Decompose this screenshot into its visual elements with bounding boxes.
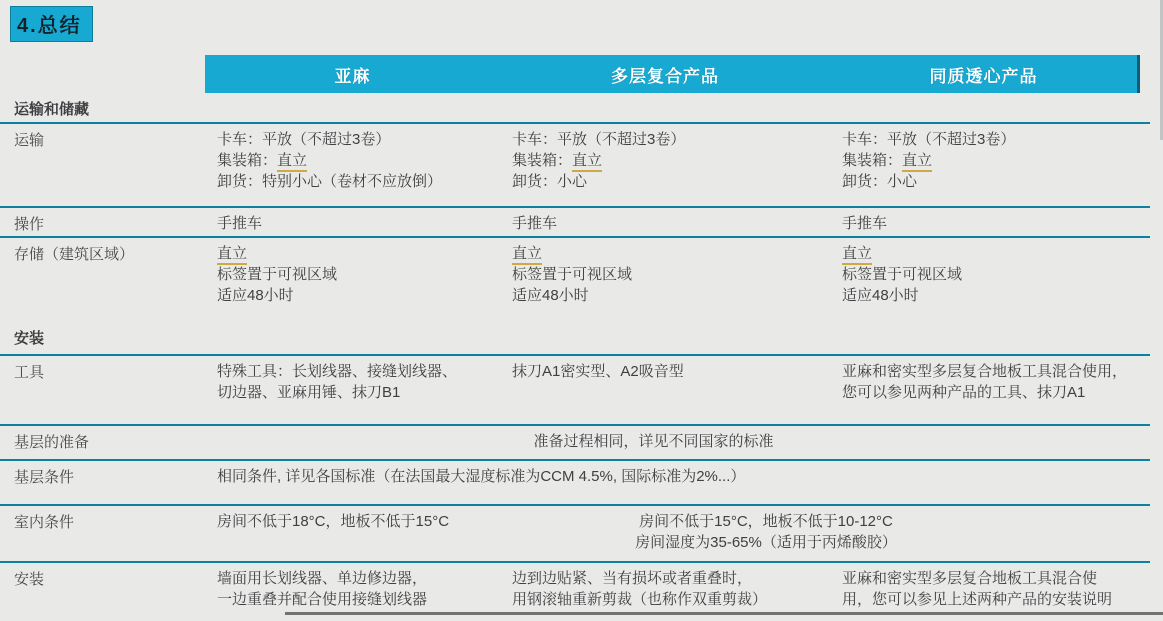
row-label: 运输 <box>14 132 45 149</box>
cell-line: 适应48小时 <box>217 287 294 304</box>
table-row <box>0 504 1150 561</box>
cell-col1 <box>205 238 500 308</box>
table-row <box>0 354 1150 424</box>
cell-line: 准备过程相同，详见不同国家的标准 <box>533 433 774 450</box>
cell-col3 <box>830 208 1150 236</box>
cell-line: 卸货：小心 <box>842 173 918 190</box>
cell-line: 一边重叠并配合使用接缝划线器 <box>217 591 428 608</box>
cell-line: 集装箱：直立 <box>512 150 824 171</box>
cell-col1 <box>205 208 500 236</box>
cell-line: 适应48小时 <box>842 287 919 304</box>
cell-col2 <box>500 238 830 308</box>
cell-line: 卡车：平放（不超过3卷） <box>217 131 391 148</box>
row-label: 操作 <box>14 216 45 233</box>
table-row <box>0 206 1150 236</box>
row-label: 存储（建筑区域） <box>14 246 135 263</box>
summary-table <box>0 55 1163 614</box>
cell-col3 <box>830 238 1150 308</box>
cell-line: 卡车：平放（不超过3卷） <box>842 131 1016 148</box>
cell-col2 <box>500 124 830 206</box>
underlined-term: 直立 <box>217 245 247 265</box>
column-header-2: 多层复合产品 <box>611 66 719 86</box>
cell-line: 手推车 <box>512 215 558 232</box>
cell-col2 <box>500 208 830 236</box>
row-label: 工具 <box>14 364 45 381</box>
column-header-3: 同质透心产品 <box>929 66 1038 86</box>
column-header-1: 亚麻 <box>334 66 371 86</box>
page-title: 4.总结 <box>10 6 93 42</box>
cell-line: 标签置于可视区域 <box>512 266 633 283</box>
underlined-term: 直立 <box>277 152 307 172</box>
cell-col3 <box>830 356 1150 424</box>
cell-col3 <box>830 563 1150 614</box>
cell-line <box>512 243 824 264</box>
cell-line: 手推车 <box>842 215 888 232</box>
cell-line: 房间湿度为35-65%（适用于丙烯酸胶） <box>635 534 897 551</box>
underlined-term: 直立 <box>572 152 602 172</box>
cell-line: 房间不低于18°C，地板不低于15°C <box>217 513 450 530</box>
cell-line <box>217 243 494 264</box>
cell-line: 特殊工具：长划线器、接缝划线器、 <box>217 363 458 380</box>
cell-line <box>842 243 1144 264</box>
row-label: 基层的准备 <box>14 434 90 451</box>
cell-line: 标签置于可视区域 <box>842 266 963 283</box>
cell-line: 亚麻和密实型多层复合地板工具混合使 <box>842 570 1098 587</box>
cell-line: 边到边贴紧、当有损坏或者重叠时， <box>512 570 753 587</box>
cell-col3 <box>830 124 1150 206</box>
table-row <box>0 561 1150 614</box>
cell-line: 切边器、亚麻用锤、抹刀B1 <box>217 384 401 401</box>
section-label: 安装 <box>14 330 45 347</box>
cell-col1 <box>205 563 500 614</box>
cell-line: 用钢滚轴重新剪裁（也称作双重剪裁） <box>512 591 768 608</box>
section-row <box>0 93 1150 122</box>
table-header-row <box>205 55 1140 93</box>
cell-line: 标签置于可视区域 <box>217 266 338 283</box>
table-body <box>0 93 1163 614</box>
cell-line: 墙面用长划线器、单边修边器， <box>217 570 428 587</box>
cell-line: 适应48小时 <box>512 287 589 304</box>
cell-line: 您可以参见两种产品的工具、抹刀A1 <box>842 384 1086 401</box>
cell-col1 <box>205 356 500 424</box>
cell-line: 集装箱：直立 <box>217 150 494 171</box>
cell-line: 手推车 <box>217 215 263 232</box>
section-label: 运输和储藏 <box>14 101 90 118</box>
underlined-term: 直立 <box>512 245 542 265</box>
row-label: 室内条件 <box>14 514 75 531</box>
cell-line: 卡车：平放（不超过3卷） <box>512 131 686 148</box>
table-row <box>0 236 1150 308</box>
cell-span-col2-3 <box>500 506 1150 561</box>
cell-span-all <box>205 461 1150 504</box>
cell-line: 集装箱：直立 <box>842 150 1144 171</box>
table-row <box>0 424 1150 459</box>
cell-col2 <box>500 563 830 614</box>
table-row <box>0 122 1150 206</box>
underlined-term: 直立 <box>902 152 932 172</box>
cell-line: 卸货：小心 <box>512 173 588 190</box>
table-bottom-border <box>285 612 1163 615</box>
row-label: 安装 <box>14 571 45 588</box>
section-row <box>0 308 1150 354</box>
cell-col2 <box>500 356 830 424</box>
cell-span-all <box>205 426 1150 459</box>
underlined-term: 直立 <box>842 245 872 265</box>
cell-line: 亚麻和密实型多层复合地板工具混合使用， <box>842 363 1128 380</box>
cell-line: 相同条件, 详见各国标准（在法国最大湿度标准为CCM 4.5%, 国际标准为2%...） <box>217 468 746 485</box>
row-label: 基层条件 <box>14 469 75 486</box>
cell-line: 抹刀A1密实型、A2吸音型 <box>512 363 684 380</box>
table-row <box>0 459 1150 504</box>
cell-line: 卸货：特别小心（卷材不应放倒） <box>217 173 443 190</box>
cell-line: 房间不低于15°C，地板不低于10-12°C <box>639 513 893 530</box>
cell-col1 <box>205 124 500 206</box>
cell-col1 <box>205 506 500 561</box>
cell-line: 用，您可以参见上述两种产品的安装说明 <box>842 591 1113 608</box>
